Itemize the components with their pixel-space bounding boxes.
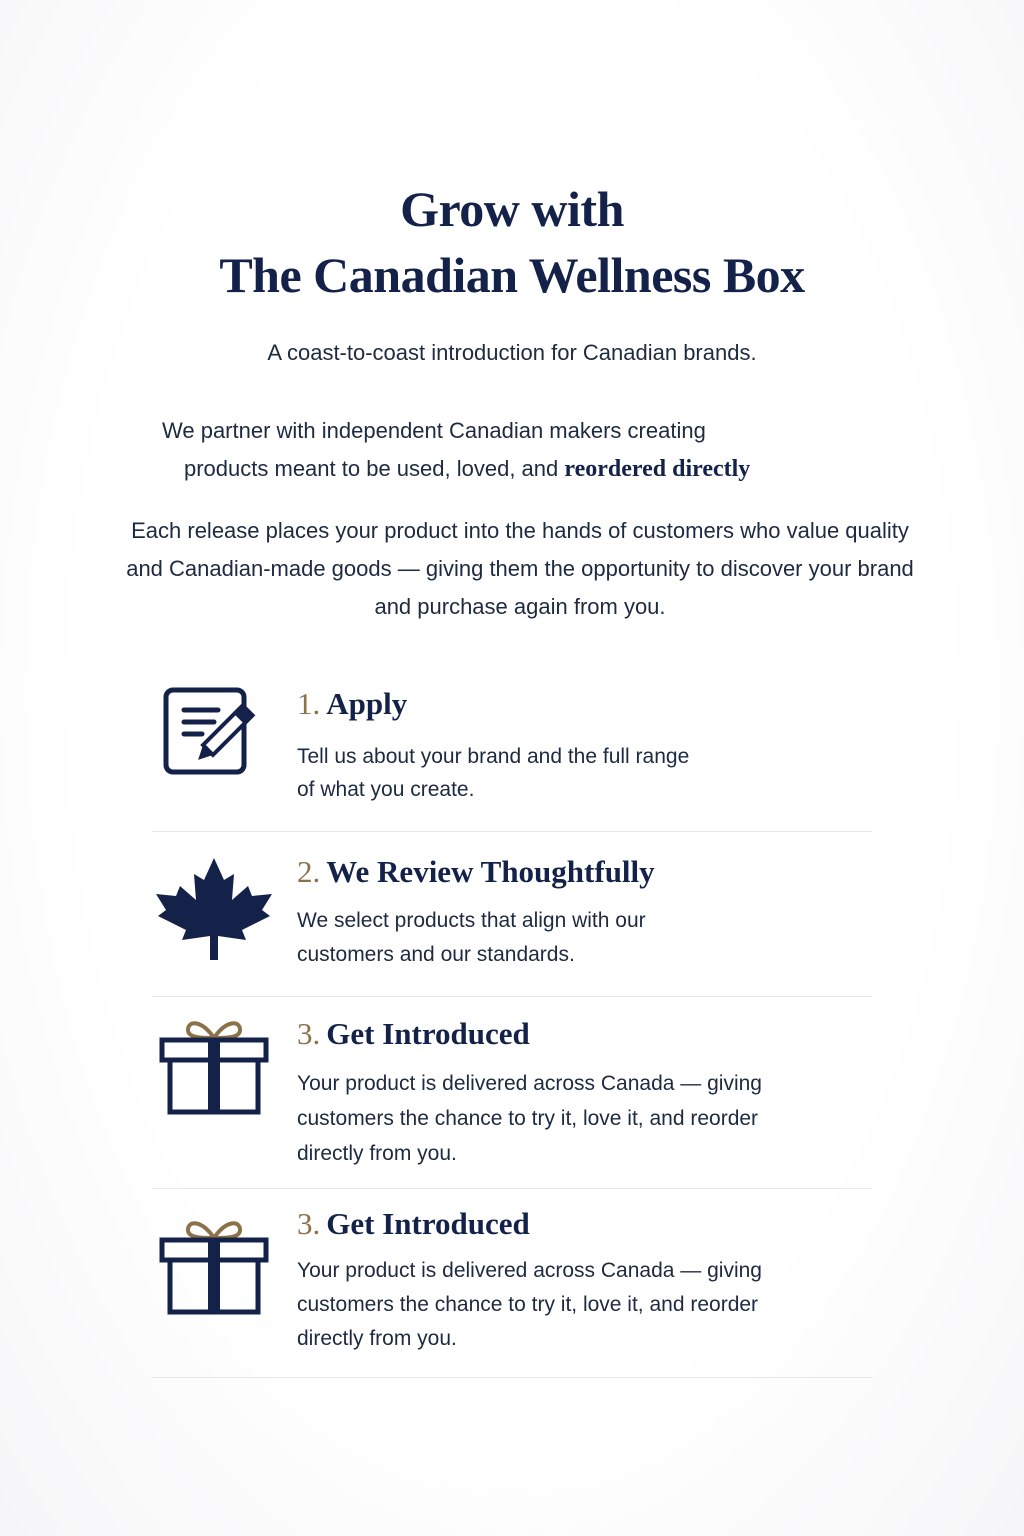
step-description xyxy=(297,740,689,806)
step-desc-line: Your product is delivered across Canada — giving xyxy=(297,1072,762,1095)
document-pencil-icon xyxy=(152,686,272,783)
step-number: 3. xyxy=(297,1206,321,1241)
step-apply xyxy=(152,686,872,816)
step-desc-line: Your product is delivered across Canada — giving xyxy=(297,1259,762,1282)
gift-box-icon xyxy=(158,1016,270,1123)
release-paragraph: Each release places your product into the hands of customers who value quality and Canadian-made goods — giving them the opportunity to discover your brand and purchase again from you. xyxy=(126,518,914,619)
step-heading xyxy=(297,1206,530,1242)
step-desc-line: We select products that align with our xyxy=(297,909,646,932)
step-description xyxy=(297,1254,762,1356)
title-line-2: The Canadian Wellness Box xyxy=(219,247,805,303)
step-desc-line: Tell us about your brand and the full range xyxy=(297,745,690,768)
step-number: 1. xyxy=(297,686,321,721)
step-get-introduced xyxy=(152,1206,872,1366)
divider xyxy=(152,996,872,997)
step-review xyxy=(152,854,872,984)
partner-line-2-text: products meant to be used, loved, and xyxy=(184,456,565,481)
step-heading xyxy=(297,1016,530,1052)
step-desc-line: directly from you. xyxy=(297,1142,457,1165)
step-desc-line: customers the chance to try it, love it, and reorder xyxy=(297,1107,759,1130)
step-get-introduced xyxy=(152,1016,872,1176)
step-title: Get Introduced xyxy=(326,1016,530,1051)
step-number: 3. xyxy=(297,1016,321,1051)
step-description xyxy=(297,1066,762,1171)
partner-paragraph xyxy=(150,412,870,488)
partner-line-1: We partner with independent Canadian makers creating xyxy=(162,418,706,443)
divider xyxy=(152,831,872,832)
step-heading xyxy=(297,854,655,890)
step-title: Apply xyxy=(326,686,408,721)
maple-leaf-icon xyxy=(152,856,276,967)
gift-box-icon xyxy=(158,1216,270,1323)
step-description xyxy=(297,904,646,972)
title-line-1: Grow with xyxy=(400,181,624,237)
subtitle: A coast-to-coast introduction for Canadian brands. xyxy=(267,340,757,365)
page-title xyxy=(0,176,1024,308)
step-title: Get Introduced xyxy=(326,1206,530,1241)
step-desc-line: customers the chance to try it, love it, and reorder xyxy=(297,1293,759,1316)
step-number: 2. xyxy=(297,854,321,889)
step-desc-line: of what you create. xyxy=(297,778,475,801)
partner-emphasis: reordered directly xyxy=(564,456,751,482)
step-desc-line: directly from you. xyxy=(297,1327,457,1350)
step-title: We Review Thoughtfully xyxy=(326,854,655,889)
partner-line-2 xyxy=(150,450,870,488)
divider xyxy=(152,1188,872,1189)
step-desc-line: customers and our standards. xyxy=(297,943,575,966)
step-heading xyxy=(297,686,407,722)
divider xyxy=(152,1377,872,1378)
